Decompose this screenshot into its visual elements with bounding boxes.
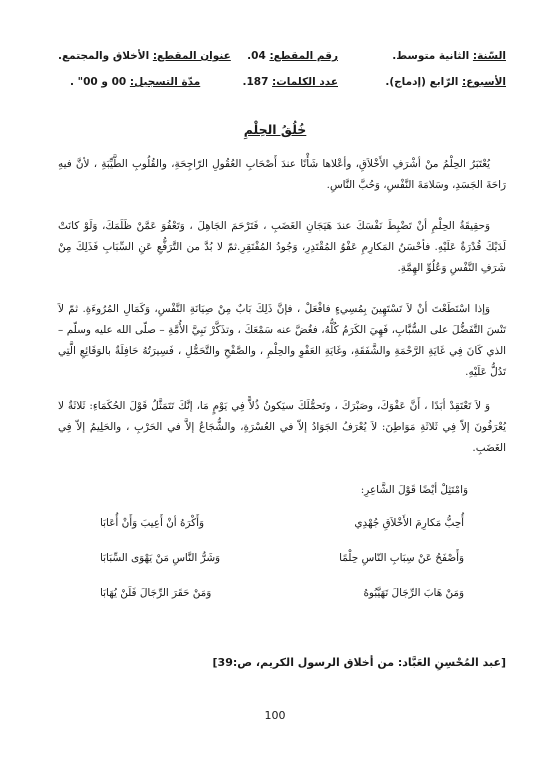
paragraph-1 bbox=[58, 154, 506, 196]
section-number-value: 04. bbox=[247, 50, 270, 62]
source-citation: [عبد المُحْسِنِ العَبَّاد: من أخلاق الرسول الكريم، ص:39] bbox=[212, 656, 506, 669]
paragraph-3 bbox=[58, 299, 506, 383]
verse-first-half: وَمَنْ هَابَ الرِّجَالَ تَهَيَّبُوهُ bbox=[363, 587, 464, 599]
word-count-value: 187. bbox=[242, 76, 273, 88]
poem-verse bbox=[100, 587, 464, 599]
duration-label: مدّة التسجيل: bbox=[129, 76, 201, 88]
word-count-field bbox=[242, 76, 338, 88]
week-label: الأسبوع: bbox=[462, 76, 506, 88]
week-value: الرّابع (إدماج). bbox=[385, 76, 463, 88]
verse-second-half: وَأَكْرَهُ أنْ أَعِيبَ وَأَنْ أُعَابَا bbox=[100, 517, 205, 529]
poem-verse bbox=[100, 517, 464, 529]
week-field bbox=[385, 76, 506, 88]
poem-verse bbox=[100, 552, 464, 564]
paragraph-text: وَحقِيقَةُ الحِلْمِ أنْ تَضْبِطَ نَفْسَكَ عندَ هَيَجَانِ الغَضَبِ ، فَتَرْحَمَ الجَاهِلَ ، وَتَعْفُوَ عَمَّنْ ظَلَمَكَ، وَلَوْ كانَتْ لَدَيْكَ قُدْرَةٌ عَلَيْهِ. فأحْسَنُ المَكارِمِ عَفْوُ المُقْتَدِرِ، وَجُودُ المُفْتَقِرِ.ثمّ لا بُدَّ من التَّرَفُّعِ عَنِ السِّبَابِ فَذَلِكَ مِنْ شَرَفِ النَّفْسِ وَعُلُوِّ الهِمَّةِ. bbox=[58, 220, 506, 274]
paragraph-4 bbox=[58, 396, 506, 459]
paragraph-text: وَ لاَ تَعْتَقِدْ أبَدًا ، أَنَّ عَفْوَكَ، وصَبْرَكَ ، وتَحمُّلَكَ سيَكونُ ذُلاًّ فِي يَوْمٍ مَا، إنَّكَ تَتَمَثَّلُ قَوْلَ الحُكَمَاءِ: ثَلاثَةٌ لا يُعْرَفُونَ إلاّ فِي ثَلاثَةِ مَوَاطِنَ: لاَ يُعْرَفُ الجَوَادُ إلاّ في العُسْرَةِ، والشُّجَاعُ إلاَّ في الحَرْبِ ، والحَلِيمُ إلاّ فِي الغَضَبِ. bbox=[58, 400, 506, 454]
level-label: السّنة: bbox=[472, 50, 506, 62]
paragraph-text: وَإذا اسْتَطَعْتَ أنْ لاَ تَسْتَهِينَ بِمُسِيءٍ فافْعَلْ ، فإنَّ ذَلِكَ بَابٌ مِنْ صِيَانَةِ النَّفْسِ، وَكَمَالِ المُرُوءَةِ. ثمّ لاَ تَنْسَ التَّفَضُّلَ على السُّبَّابِ، فَهِيَ الكَرَمُ كُلُّهُ، فغُضَّ عنه سَمْعَكَ ، وتذَكَّرْ نَبِيَّ الأُمَّةِ – صلّى الله عليه وسلّم – الذي كَانَ فِي غَايَةِ الرَّحْمَةِ والشَّفَقَةِ، وغَايَةِ العَفْوِ والحِلْمِ ، والصَّفْحِ والتَّحَمُّلِ ، فَسِيرَتُهُ حَافِلَةٌ بالوَقَائِعِ الَّتِي تَدُلُّ عَلَيْهِ. bbox=[58, 303, 506, 378]
duration-value: 00 و 00" . bbox=[70, 76, 130, 88]
verse-second-half: وَشَرُّ النَّاسِ مَنْ يَهْوَى السِّبَابَا bbox=[100, 552, 221, 564]
poem-intro: وَامْتَثِلْ أيْضًا قَوْلَ الشَّاعِرِ: bbox=[360, 484, 468, 496]
section-title-label: عنوان المقطع: bbox=[152, 50, 231, 62]
word-count-label: عدد الكلمات: bbox=[272, 76, 338, 88]
level-value: الثانية متوسط. bbox=[392, 50, 473, 62]
paragraph-2 bbox=[58, 216, 506, 279]
duration-field bbox=[70, 76, 200, 88]
section-number-field bbox=[247, 50, 338, 62]
verse-first-half: وَأَصْفَحُ عَنْ سِبَابِ النّاسِ حِلْمًا bbox=[339, 552, 464, 564]
text-title: خُلُقُ الحِلْمِ bbox=[243, 122, 307, 137]
section-title-field bbox=[58, 50, 231, 62]
verse-first-half: أُحِبُّ مَكارِمَ الأَخْلاَقِ جُهْدِي bbox=[354, 517, 464, 529]
level-field bbox=[392, 50, 506, 62]
paragraph-text: يُعْتَبَرُ الحِلْمُ منْ أشْرَفِ الأَخْلاَقِ، وأعْلاها شَأْنًا عندَ أَصْحَابِ العُقُولِ الرّاجِحَةِ، والقُلُوبِ الطَّيِّبَةِ ، لأنَّ فيهِ رَاحَةَ الجَسَدِ، وسَلامَةَ النَّفْسِ، وَحُبَّ النَّاسِ. bbox=[58, 158, 506, 191]
section-title-value: الأخلاق والمجتمع. bbox=[58, 50, 153, 62]
page-number: 100 bbox=[264, 709, 286, 722]
verse-second-half: وَمَنْ حَقَرَ الرِّجَالَ فَلَنْ يُهَابَا bbox=[100, 587, 212, 599]
section-number-label: رقم المقطع: bbox=[269, 50, 338, 62]
